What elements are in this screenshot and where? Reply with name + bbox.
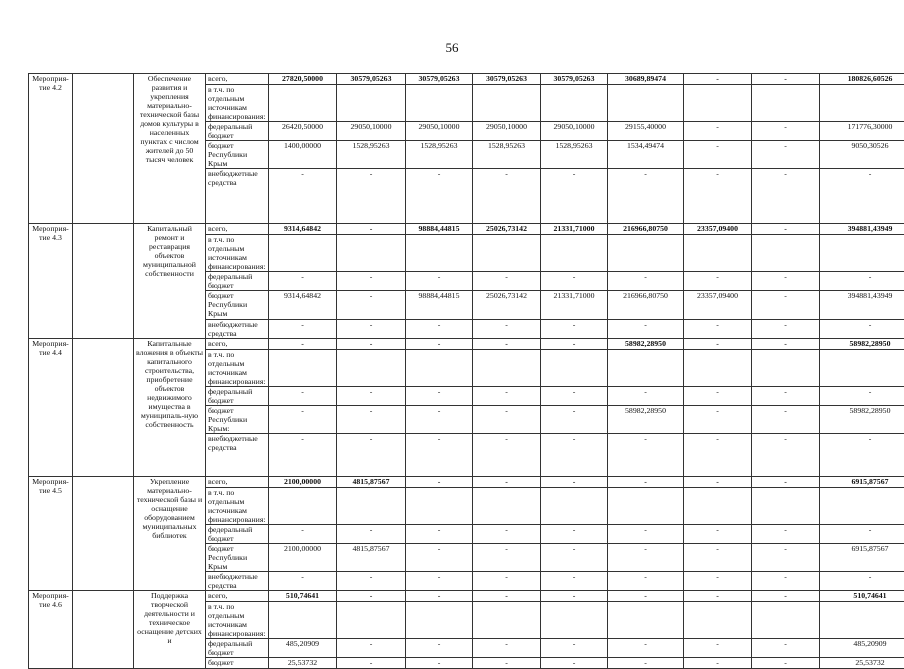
year-value: - — [337, 272, 406, 291]
year-value: 30579,05263 — [541, 74, 608, 85]
year-value: 98884,44815 — [406, 224, 473, 235]
year-value: 510,74641 — [269, 591, 337, 602]
year-value: - — [684, 169, 752, 224]
year-value: 29050,10000 — [337, 122, 406, 141]
empty-cell — [73, 74, 134, 224]
year-value — [752, 602, 820, 639]
year-value: - — [406, 477, 473, 488]
funding-source: федеральный бюджет — [206, 387, 269, 406]
year-value — [473, 350, 541, 387]
year-value: - — [684, 122, 752, 141]
year-value: 1528,95263 — [541, 141, 608, 169]
year-value — [337, 235, 406, 272]
year-value: - — [752, 291, 820, 320]
year-value: - — [541, 406, 608, 434]
year-value: 21331,71000 — [541, 224, 608, 235]
empty-cell — [73, 224, 134, 339]
year-value: 2100,00000 — [269, 544, 337, 572]
year-value: 98884,44815 — [406, 291, 473, 320]
year-value: - — [684, 74, 752, 85]
year-value: 26420,50000 — [269, 122, 337, 141]
year-value: - — [406, 272, 473, 291]
year-value: - — [473, 387, 541, 406]
year-value — [473, 85, 541, 122]
year-value: 29050,10000 — [406, 122, 473, 141]
year-value: - — [269, 320, 337, 339]
year-value: - — [337, 406, 406, 434]
year-value: 23357,09400 — [684, 291, 752, 320]
total-value: 58982,28950 — [820, 406, 904, 434]
funding-source: в т.ч. по отдельным источникам финансирования: — [206, 350, 269, 387]
funding-source: внебюджетные средства — [206, 434, 269, 477]
year-value — [406, 488, 473, 525]
year-value: - — [684, 339, 752, 350]
funding-source: бюджет Республики Крым — [206, 544, 269, 572]
year-value — [473, 235, 541, 272]
funding-source: бюджет Республики Крым — [206, 141, 269, 169]
year-value: 1528,95263 — [406, 141, 473, 169]
empty-cell — [73, 591, 134, 669]
year-value: - — [337, 525, 406, 544]
year-value: - — [473, 477, 541, 488]
year-value — [684, 85, 752, 122]
year-value: - — [684, 658, 752, 669]
table-row — [29, 477, 904, 488]
year-value — [684, 488, 752, 525]
year-value: - — [752, 591, 820, 602]
year-value: - — [752, 525, 820, 544]
year-value — [541, 235, 608, 272]
year-value: - — [473, 169, 541, 224]
year-value: - — [684, 272, 752, 291]
funding-source: в т.ч. по отдельным источникам финансирования: — [206, 85, 269, 122]
year-value — [608, 85, 684, 122]
year-value: - — [684, 477, 752, 488]
year-value: - — [752, 572, 820, 591]
year-value: - — [608, 320, 684, 339]
year-value: - — [608, 591, 684, 602]
table-row — [29, 591, 904, 602]
measure-name: Укрепление материально-технической базы и оснащение оборудованием муниципальных библиотек — [134, 477, 206, 591]
funding-source: федеральный бюджет — [206, 525, 269, 544]
year-value: - — [473, 406, 541, 434]
year-value — [337, 488, 406, 525]
year-value: - — [608, 572, 684, 591]
total-value: 180826,60526 — [820, 74, 904, 85]
total-value: 394881,43949 — [820, 291, 904, 320]
year-value: 29050,10000 — [541, 122, 608, 141]
year-value: - — [269, 572, 337, 591]
year-value: - — [541, 434, 608, 477]
year-value — [473, 488, 541, 525]
year-value: - — [752, 639, 820, 658]
year-value: - — [541, 320, 608, 339]
year-value: 216966,80750 — [608, 224, 684, 235]
total-value: 510,74641 — [820, 591, 904, 602]
table-row — [29, 224, 904, 235]
year-value: - — [541, 639, 608, 658]
year-value: 1528,95263 — [473, 141, 541, 169]
year-value — [337, 85, 406, 122]
year-value: - — [608, 525, 684, 544]
year-value: - — [406, 544, 473, 572]
year-value — [269, 85, 337, 122]
year-value: - — [608, 169, 684, 224]
year-value: - — [752, 122, 820, 141]
measure-name: Обеспечение развития и укрепления материально-технической базы домов культуры в населенных пунктах с числом жителей до 50 тысяч человек — [134, 74, 206, 224]
funding-source: бюджет — [206, 658, 269, 669]
total-value: 485,20909 — [820, 639, 904, 658]
year-value: 216966,80750 — [608, 291, 684, 320]
year-value — [269, 235, 337, 272]
year-value: 30579,05263 — [473, 74, 541, 85]
year-value — [473, 602, 541, 639]
year-value: - — [473, 320, 541, 339]
total-value: 171776,30000 — [820, 122, 904, 141]
measure-code: Мероприя- тие 4.4 — [29, 339, 73, 477]
year-value — [608, 488, 684, 525]
year-value: - — [541, 169, 608, 224]
year-value: - — [406, 639, 473, 658]
year-value: - — [608, 639, 684, 658]
year-value — [608, 235, 684, 272]
year-value — [608, 602, 684, 639]
total-value: - — [820, 525, 904, 544]
year-value: - — [337, 169, 406, 224]
year-value — [752, 488, 820, 525]
year-value: - — [269, 272, 337, 291]
empty-cell — [73, 339, 134, 477]
year-value — [684, 602, 752, 639]
total-value: 9050,30526 — [820, 141, 904, 169]
year-value: - — [406, 658, 473, 669]
year-value: - — [337, 591, 406, 602]
measure-code: Мероприя- тие 4.5 — [29, 477, 73, 591]
year-value: 30579,05263 — [406, 74, 473, 85]
year-value: - — [608, 387, 684, 406]
year-value: - — [752, 141, 820, 169]
year-value: - — [541, 572, 608, 591]
total-value: 6915,87567 — [820, 477, 904, 488]
measure-name: Поддержка творческой деятельности и техническое оснащение детских и — [134, 591, 206, 669]
total-value: - — [820, 572, 904, 591]
year-value: 23357,09400 — [684, 224, 752, 235]
year-value: - — [473, 434, 541, 477]
year-value — [541, 350, 608, 387]
total-value — [820, 488, 904, 525]
year-value: 25026,73142 — [473, 291, 541, 320]
year-value: - — [406, 320, 473, 339]
year-value: - — [406, 169, 473, 224]
year-value: - — [684, 572, 752, 591]
table-row — [29, 339, 904, 350]
year-value: - — [337, 291, 406, 320]
total-value: - — [820, 272, 904, 291]
total-value: 394881,43949 — [820, 224, 904, 235]
year-value: - — [684, 525, 752, 544]
year-value — [684, 350, 752, 387]
year-value: - — [608, 544, 684, 572]
year-value: - — [752, 339, 820, 350]
year-value: - — [541, 591, 608, 602]
year-value: - — [541, 272, 608, 291]
year-value: - — [269, 339, 337, 350]
year-value: 29050,10000 — [473, 122, 541, 141]
total-value: 6915,87567 — [820, 544, 904, 572]
empty-cell — [73, 477, 134, 591]
year-value: 1534,49474 — [608, 141, 684, 169]
funding-source: всего, — [206, 339, 269, 350]
funding-source: в т.ч. по отдельным источникам финансирования: — [206, 488, 269, 525]
year-value: 30579,05263 — [337, 74, 406, 85]
year-value: - — [608, 658, 684, 669]
funding-source: в т.ч. по отдельным источникам финансирования: — [206, 235, 269, 272]
year-value: 4815,87567 — [337, 544, 406, 572]
year-value: - — [684, 639, 752, 658]
year-value: - — [752, 477, 820, 488]
funding-source: всего, — [206, 477, 269, 488]
funding-source: внебюджетные средства — [206, 320, 269, 339]
year-value — [684, 235, 752, 272]
year-value: - — [752, 74, 820, 85]
total-value — [820, 235, 904, 272]
measure-code: Мероприя- тие 4.2 — [29, 74, 73, 224]
year-value: - — [473, 591, 541, 602]
year-value: - — [337, 320, 406, 339]
year-value: - — [541, 339, 608, 350]
funding-source: федеральный бюджет — [206, 272, 269, 291]
year-value: - — [541, 525, 608, 544]
measure-code: Мероприя- тие 4.3 — [29, 224, 73, 339]
year-value — [406, 350, 473, 387]
year-value — [541, 488, 608, 525]
total-value — [820, 602, 904, 639]
year-value — [406, 235, 473, 272]
year-value — [337, 350, 406, 387]
year-value: 9314,64842 — [269, 224, 337, 235]
year-value: - — [406, 572, 473, 591]
year-value: - — [406, 387, 473, 406]
year-value: - — [608, 272, 684, 291]
year-value: 29155,40000 — [608, 122, 684, 141]
year-value: - — [269, 525, 337, 544]
year-value: - — [752, 658, 820, 669]
total-value: 25,53732 — [820, 658, 904, 669]
year-value — [406, 85, 473, 122]
year-value — [752, 235, 820, 272]
page-number: 56 — [0, 40, 904, 56]
funding-source: всего, — [206, 591, 269, 602]
year-value: - — [473, 658, 541, 669]
year-value: - — [684, 406, 752, 434]
year-value: - — [406, 339, 473, 350]
year-value: - — [684, 544, 752, 572]
year-value: - — [269, 387, 337, 406]
year-value: - — [269, 434, 337, 477]
funding-source: федеральный бюджет — [206, 122, 269, 141]
year-value: 1400,00000 — [269, 141, 337, 169]
budget-table — [28, 73, 904, 669]
year-value: 25,53732 — [269, 658, 337, 669]
year-value: - — [337, 224, 406, 235]
year-value: 27820,50000 — [269, 74, 337, 85]
year-value: - — [406, 406, 473, 434]
year-value — [406, 602, 473, 639]
year-value: - — [684, 591, 752, 602]
funding-source: федеральный бюджет — [206, 639, 269, 658]
year-value: - — [473, 339, 541, 350]
year-value: - — [337, 658, 406, 669]
year-value: - — [337, 572, 406, 591]
funding-source: бюджет Республики Крым: — [206, 406, 269, 434]
year-value: - — [406, 591, 473, 602]
measure-name: Капитальные вложения в объекты капитального строительства, приобретение объектов недвижимого имущества в муниципаль-ную собственность — [134, 339, 206, 477]
year-value — [752, 350, 820, 387]
year-value: - — [684, 387, 752, 406]
year-value — [541, 85, 608, 122]
year-value: - — [752, 224, 820, 235]
year-value: - — [406, 434, 473, 477]
table-row — [29, 74, 904, 85]
year-value: - — [541, 658, 608, 669]
year-value: - — [473, 572, 541, 591]
year-value: - — [541, 544, 608, 572]
year-value: - — [473, 525, 541, 544]
year-value: - — [752, 544, 820, 572]
year-value: 58982,28950 — [608, 406, 684, 434]
year-value: - — [608, 477, 684, 488]
funding-source: в т.ч. по отдельным источникам финансирования: — [206, 602, 269, 639]
year-value: - — [406, 525, 473, 544]
year-value: - — [541, 477, 608, 488]
year-value: - — [337, 639, 406, 658]
year-value — [269, 350, 337, 387]
year-value: 58982,28950 — [608, 339, 684, 350]
total-value — [820, 350, 904, 387]
year-value: 485,20909 — [269, 639, 337, 658]
year-value: - — [473, 544, 541, 572]
funding-source: всего, — [206, 224, 269, 235]
year-value: - — [337, 339, 406, 350]
year-value — [608, 350, 684, 387]
year-value: - — [269, 406, 337, 434]
year-value: 25026,73142 — [473, 224, 541, 235]
funding-source: всего, — [206, 74, 269, 85]
total-value: 58982,28950 — [820, 339, 904, 350]
funding-source: внебюджетные средства — [206, 572, 269, 591]
year-value: 4815,87567 — [337, 477, 406, 488]
year-value: - — [752, 406, 820, 434]
year-value — [337, 602, 406, 639]
year-value — [752, 85, 820, 122]
year-value: 21331,71000 — [541, 291, 608, 320]
total-value — [820, 85, 904, 122]
year-value — [269, 488, 337, 525]
year-value: - — [337, 387, 406, 406]
year-value: - — [684, 141, 752, 169]
year-value: - — [752, 387, 820, 406]
year-value: - — [269, 169, 337, 224]
year-value: - — [684, 434, 752, 477]
year-value — [269, 602, 337, 639]
year-value: - — [608, 434, 684, 477]
measure-name: Капитальный ремонт и реставрация объектов муниципальной собственности — [134, 224, 206, 339]
year-value: 2100,00000 — [269, 477, 337, 488]
year-value: 1528,95263 — [337, 141, 406, 169]
year-value: - — [752, 169, 820, 224]
year-value: 30689,89474 — [608, 74, 684, 85]
year-value — [541, 602, 608, 639]
year-value: - — [752, 320, 820, 339]
year-value: 9314,64842 — [269, 291, 337, 320]
year-value: - — [337, 434, 406, 477]
year-value: - — [541, 387, 608, 406]
funding-source: бюджет Республики Крым — [206, 291, 269, 320]
year-value: - — [473, 272, 541, 291]
total-value: - — [820, 169, 904, 224]
total-value: - — [820, 387, 904, 406]
year-value: - — [473, 639, 541, 658]
year-value: - — [684, 320, 752, 339]
measure-code: Мероприя- тие 4.6 — [29, 591, 73, 669]
year-value: - — [752, 272, 820, 291]
year-value: - — [752, 434, 820, 477]
total-value: - — [820, 320, 904, 339]
total-value: - — [820, 434, 904, 477]
funding-source: внебюджетные средства — [206, 169, 269, 224]
